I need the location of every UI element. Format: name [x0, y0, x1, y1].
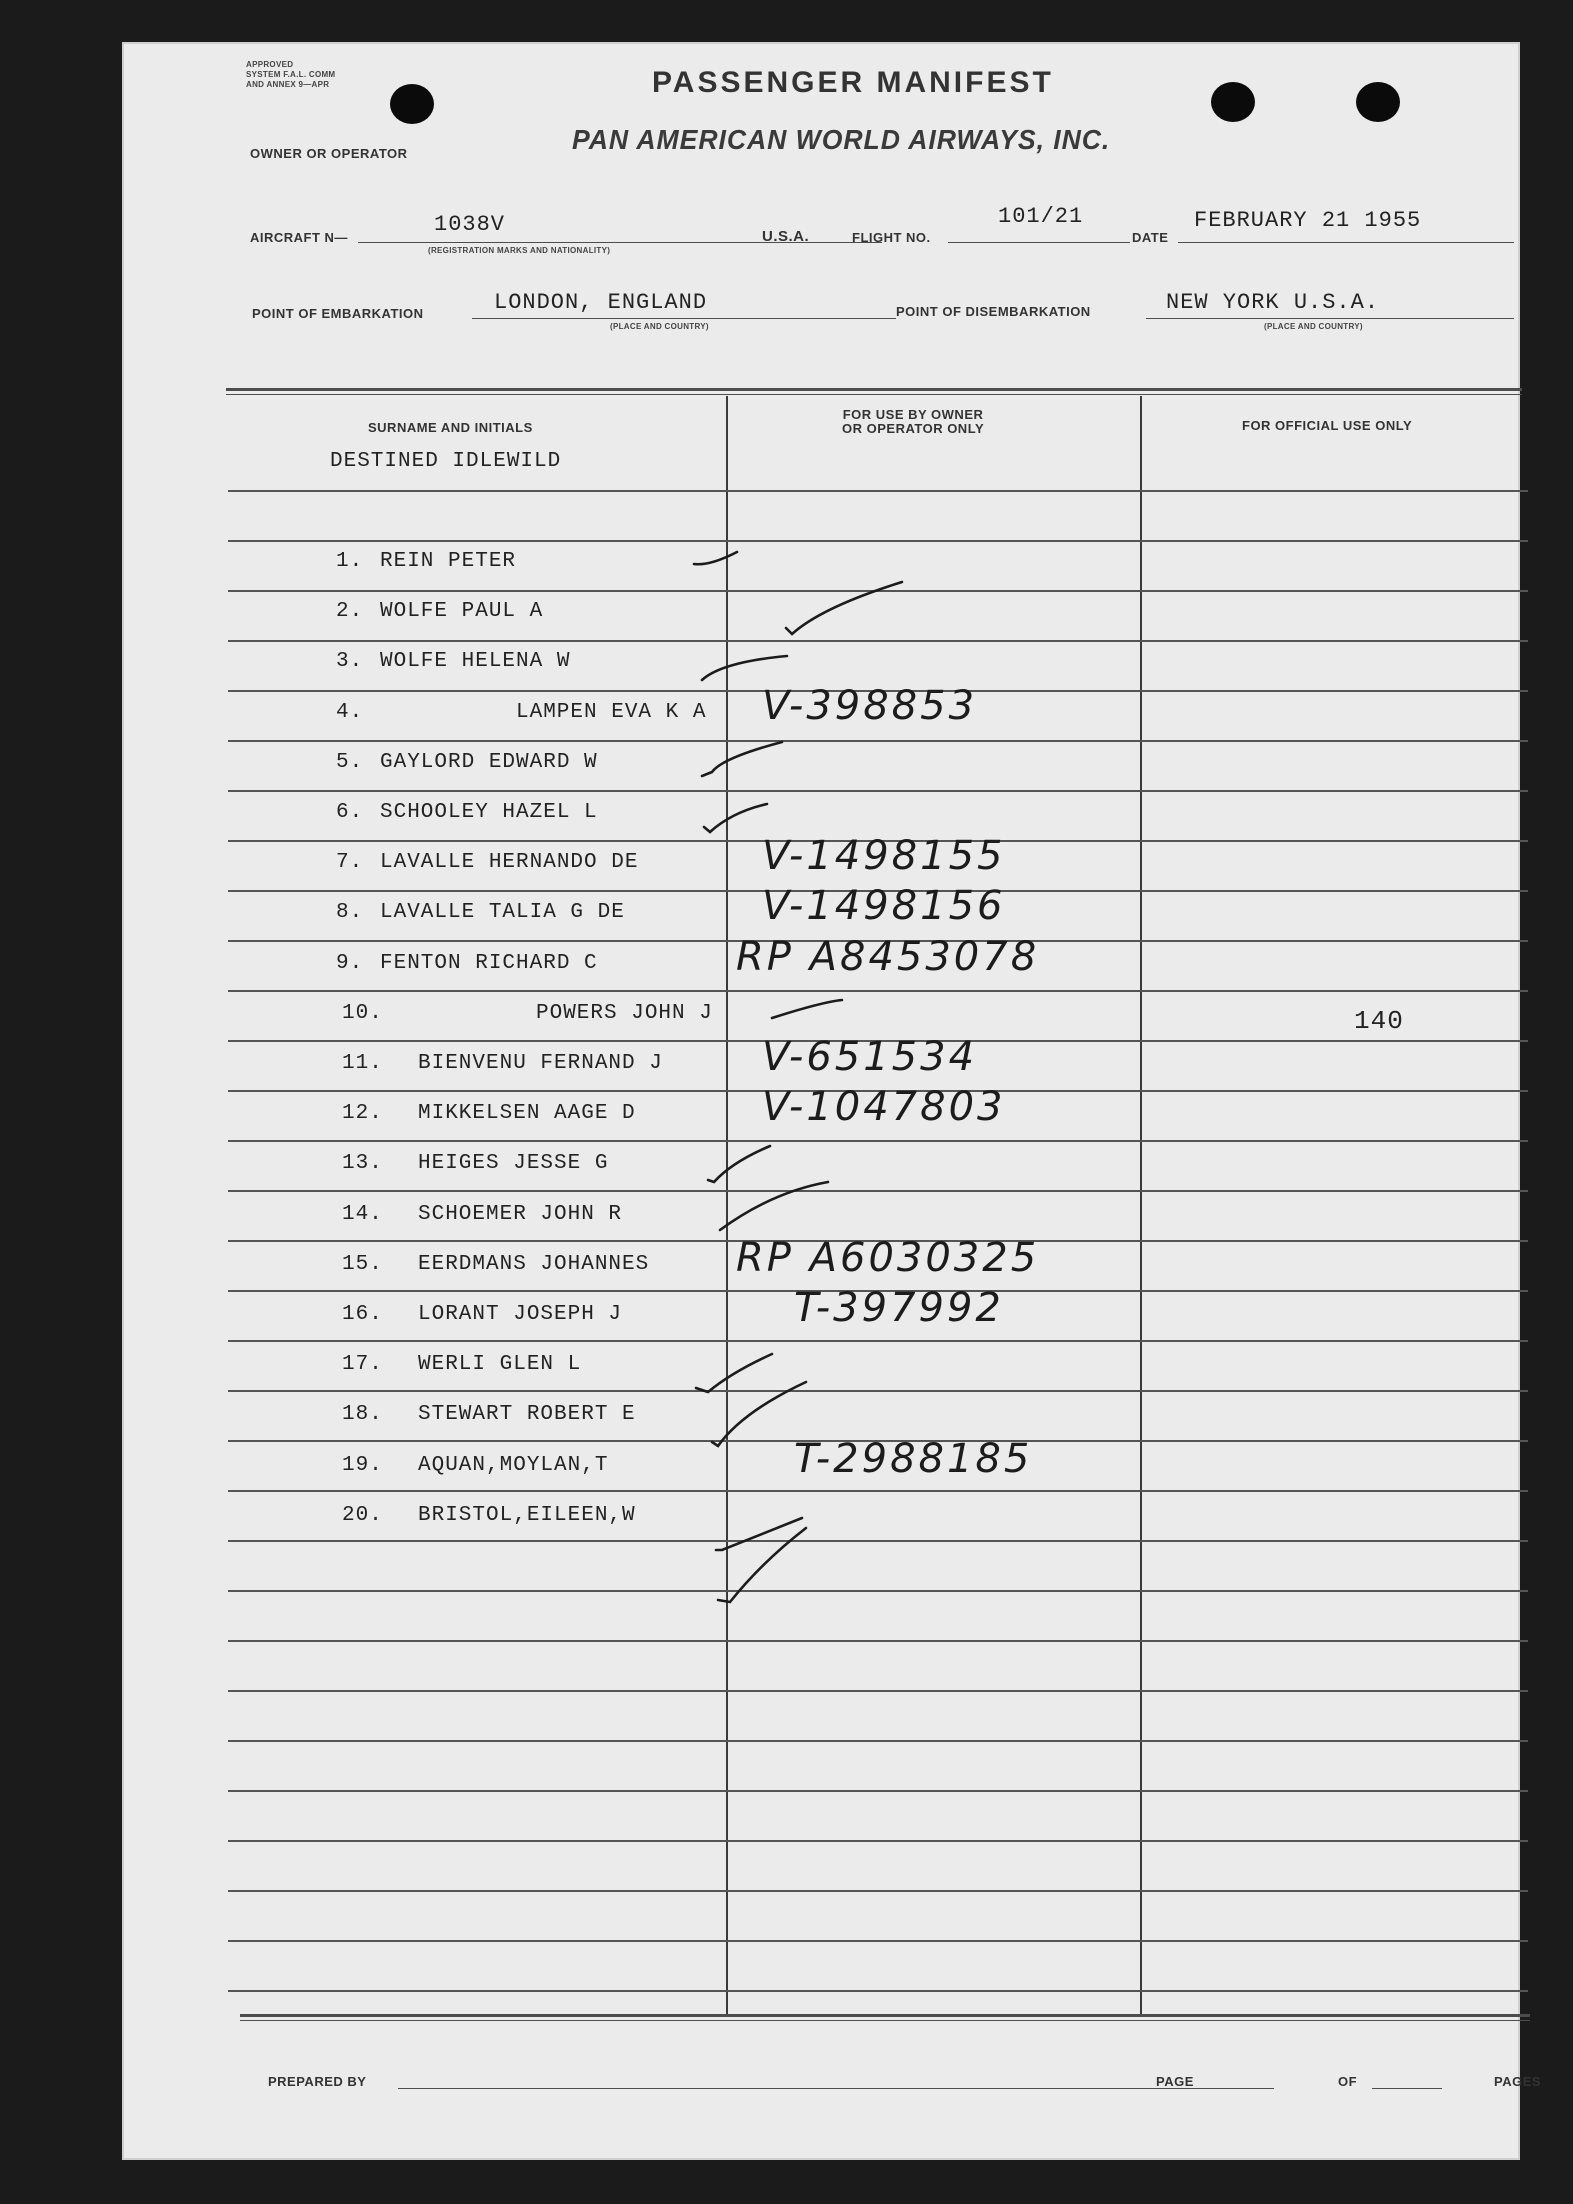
passenger-number: 8. [336, 901, 364, 924]
checkmark-icon [702, 656, 787, 680]
of-label: OF [1338, 2074, 1358, 2089]
owner-use-line: FOR USE BY OWNER [842, 407, 984, 422]
handwritten-note: T-2988185 [794, 1436, 1033, 1482]
passenger-name: LORANT JOSEPH J [418, 1303, 623, 1326]
passenger-number: 4. [336, 701, 364, 724]
checkmark-icon [720, 1182, 828, 1230]
passenger-name: LAMPEN EVA K A [516, 701, 707, 724]
disembarkation-sublabel: (PLACE AND COUNTRY) [1264, 322, 1363, 331]
page-label: PAGE [1156, 2074, 1194, 2089]
prepared-by-label: PREPARED BY [268, 2074, 367, 2089]
flight-date: FEBRUARY 21 1955 [1194, 208, 1422, 233]
pages-label: PAGES [1494, 2074, 1542, 2089]
column-header-official: FOR OFFICIAL USE ONLY [1242, 418, 1413, 433]
passenger-name: SCHOOLEY HAZEL L [380, 801, 598, 824]
date-label: DATE [1132, 230, 1169, 245]
checkmark-icon [712, 1382, 806, 1446]
embarkation-value: LONDON, ENGLAND [494, 290, 708, 315]
aircraft-country: U.S.A. [762, 228, 810, 245]
handwritten-note: V-1498155 [762, 833, 1006, 879]
handwritten-note: T-397992 [794, 1285, 1004, 1331]
checkmark-icon [702, 742, 782, 776]
handwritten-note: V-1047803 [762, 1084, 1006, 1130]
passenger-number: 5. [336, 751, 364, 774]
passenger-name: GAYLORD EDWARD W [380, 751, 598, 774]
manifest-sheet [122, 42, 1542, 2160]
passenger-number: 10. [342, 1002, 383, 1025]
checkmark-icon [708, 1146, 770, 1182]
embarkation-sublabel: (PLACE AND COUNTRY) [610, 322, 709, 331]
owner-use-line: OR OPERATOR ONLY [842, 421, 985, 436]
approval-line: SYSTEM F.A.L. COMM [246, 70, 336, 79]
checkmarks [122, 42, 1542, 2160]
approval-line: APPROVED [246, 60, 294, 69]
disembarkation-value: NEW YORK U.S.A. [1166, 290, 1380, 315]
passenger-number: 1. [336, 550, 364, 573]
passenger-number: 20. [342, 1504, 383, 1527]
handwritten-note: RP A8453078 [736, 934, 1040, 980]
aircraft-sublabel: (REGISTRATION MARKS AND NATIONALITY) [428, 246, 611, 255]
passenger-name: REIN PETER [380, 550, 517, 573]
approval-line: AND ANNEX 9—APR [246, 80, 330, 89]
passenger-number: 11. [342, 1052, 383, 1075]
passenger-number: 6. [336, 801, 364, 824]
handwritten-note: V-398853 [762, 683, 978, 729]
column-header-surname: SURNAME AND INITIALS [368, 420, 533, 435]
passenger-number: 9. [336, 952, 364, 975]
passenger-name: HEIGES JESSE G [418, 1152, 609, 1175]
disembarkation-label: POINT OF DISEMBARKATION [896, 304, 1091, 319]
passenger-name: WERLI GLEN L [418, 1353, 582, 1376]
passenger-number: 14. [342, 1203, 383, 1226]
checkmark-icon [718, 1528, 806, 1602]
passenger-name: LAVALLE HERNANDO DE [380, 851, 639, 874]
passenger-name: BIENVENU FERNAND J [418, 1052, 663, 1075]
checkmark-icon [694, 552, 737, 564]
aircraft-registration: 1038V [434, 212, 506, 237]
passenger-name: BRISTOL,EILEEN,W [418, 1504, 636, 1527]
passenger-number: 13. [342, 1152, 383, 1175]
handwritten-note: RP A6030325 [736, 1235, 1040, 1281]
passenger-name: WOLFE PAUL A [380, 600, 544, 623]
passenger-number: 19. [342, 1454, 383, 1477]
official-use-value: 140 [1354, 1006, 1404, 1036]
checkmark-icon [704, 804, 767, 832]
checkmark-icon [716, 1518, 802, 1550]
handwritten-note: V-1498156 [762, 883, 1006, 929]
passenger-number: 16. [342, 1303, 383, 1326]
passenger-number: 12. [342, 1102, 383, 1125]
handwritten-note: V-651534 [762, 1034, 978, 1080]
embarkation-label: POINT OF EMBARKATION [252, 306, 424, 321]
passenger-name: EERDMANS JOHANNES [418, 1253, 650, 1276]
passenger-name: LAVALLE TALIA G DE [380, 901, 625, 924]
flight-label: FLIGHT NO. [852, 230, 931, 245]
passenger-name: STEWART ROBERT E [418, 1403, 636, 1426]
passenger-name: WOLFE HELENA W [380, 650, 571, 673]
passenger-number: 17. [342, 1353, 383, 1376]
passenger-number: 18. [342, 1403, 383, 1426]
passenger-number: 15. [342, 1253, 383, 1276]
checkmark-icon [696, 1354, 772, 1392]
destination-note: DESTINED IDLEWILD [330, 450, 562, 473]
company-name: PAN AMERICAN WORLD AIRWAYS, INC. [572, 124, 1111, 155]
owner-label: OWNER OR OPERATOR [250, 146, 408, 161]
passenger-name: POWERS JOHN J [536, 1002, 713, 1025]
passenger-name: SCHOEMER JOHN R [418, 1203, 623, 1226]
checkmark-icon [772, 1000, 842, 1018]
flight-number: 101/21 [998, 204, 1084, 229]
passenger-number: 7. [336, 851, 364, 874]
page-title: PASSENGER MANIFEST [652, 66, 1054, 99]
checkmark-icon [786, 582, 902, 634]
passenger-name: FENTON RICHARD C [380, 952, 598, 975]
passenger-name: AQUAN,MOYLAN,T [418, 1454, 609, 1477]
aircraft-label: AIRCRAFT N— [250, 230, 348, 245]
passenger-number: 3. [336, 650, 364, 673]
passenger-number: 2. [336, 600, 364, 623]
passenger-name: MIKKELSEN AAGE D [418, 1102, 636, 1125]
